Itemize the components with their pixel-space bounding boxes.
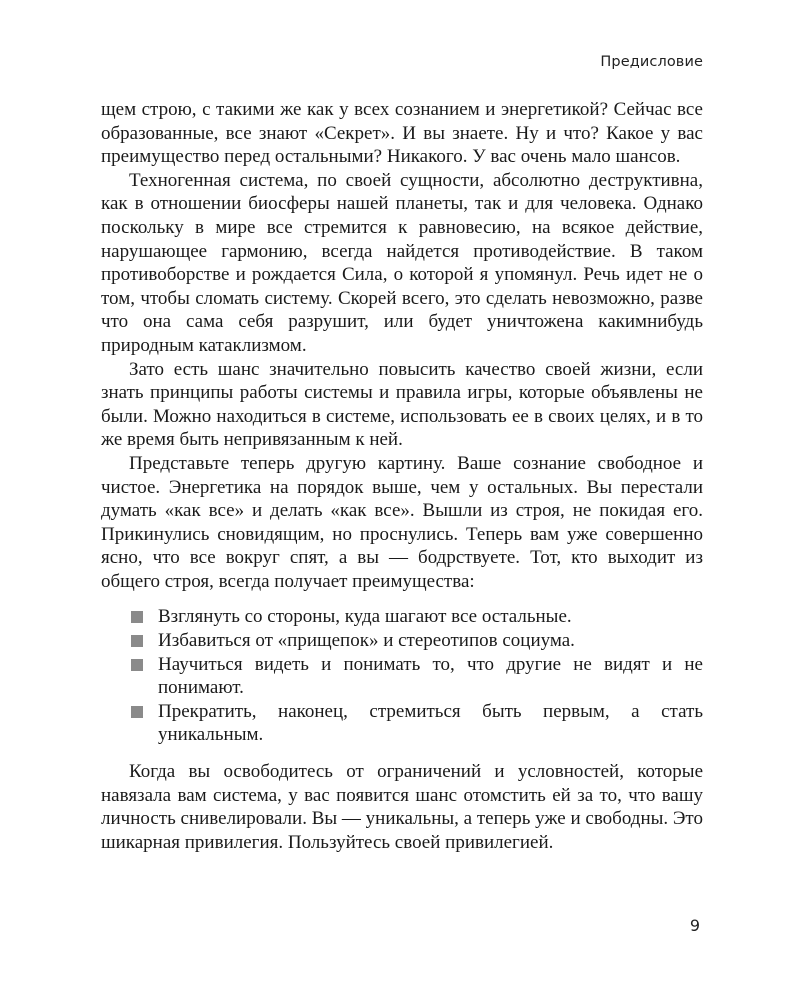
square-bullet-icon: [131, 635, 143, 647]
bullet-item: [101, 653, 703, 700]
paragraph-3: Зато есть шанс значительно повысить качество своей жизни, если знать принципы работы системы и правила игры, которые объявлены не были. Можно находиться в системе, использовать ее в своих целях, и в то же время быть непривязанным к ней.: [101, 358, 703, 451]
square-bullet-icon: [131, 611, 143, 623]
bullet-list: [101, 605, 703, 747]
paragraph-5: Когда вы освободитесь от ограничений и условностей, которые навязала вам система, у вас появится шанс отомстить ей за то, что вашу личность снивелировали. Вы — уникальны, а теперь уже и свободны. Это шикарная привилегия. Пользуйтесь своей привилегией.: [101, 761, 703, 853]
paragraph-4: Представьте теперь другую картину. Ваше сознание свободное и чистое. Энергетика на порядок выше, чем у остальных. Вы перестали думать «как все» и делать «как все». Вышли из строя, не покидая его. Прикинулись сновидящим, но проснулись. Теперь вам уже совершенно ясно, что все вокруг спят, а вы — бодрствуете. Тот, кто выходит из общего строя, всегда получает преимущества:: [101, 452, 703, 592]
page-number: 9: [689, 916, 700, 935]
square-bullet-icon: [131, 706, 143, 718]
bullet-text: Прекратить, наконец, стремиться быть первым, а стать уникальным.: [158, 700, 703, 746]
paragraph-2: Техногенная система, по своей сущности, абсолютно деструктивна, как в отношении биосферы нашей планеты, так и для человека. Однако поскольку в мире все стремится к равновесию, на всякое действие, нарушающее гармонию, всегда найдется противодействие. В таком противоборстве и рождается Сила, о которой я упомянул. Речь идет не о том, чтобы сломать систему. Скорей всего, это сделать невозможно, разве что она сама себя разрушит, или будет уничтожена какимнибудь природным катаклизмом.: [101, 169, 703, 356]
bullet-item: [101, 629, 703, 653]
paragraph-1: щем строю, с такими же как у всех сознанием и энергетикой? Сейчас все образованные, все знают «Секрет». И вы знаете. Ну и что? Какое у вас преимущество перед остальными? Никакого. У вас очень мало шансов.: [101, 99, 703, 168]
bullet-text: Научиться видеть и понимать то, что другие не видят и не понимают.: [158, 653, 703, 699]
square-bullet-icon: [131, 659, 143, 671]
bullet-item: [101, 700, 703, 747]
running-header: Предисловие: [600, 54, 703, 70]
bullet-item: [101, 605, 703, 629]
bullet-text: Избавиться от «прищепок» и стереотипов социума.: [158, 630, 575, 652]
bullet-text: Взглянуть со стороны, куда шагают все остальные.: [158, 606, 572, 628]
body-text: [101, 98, 703, 854]
